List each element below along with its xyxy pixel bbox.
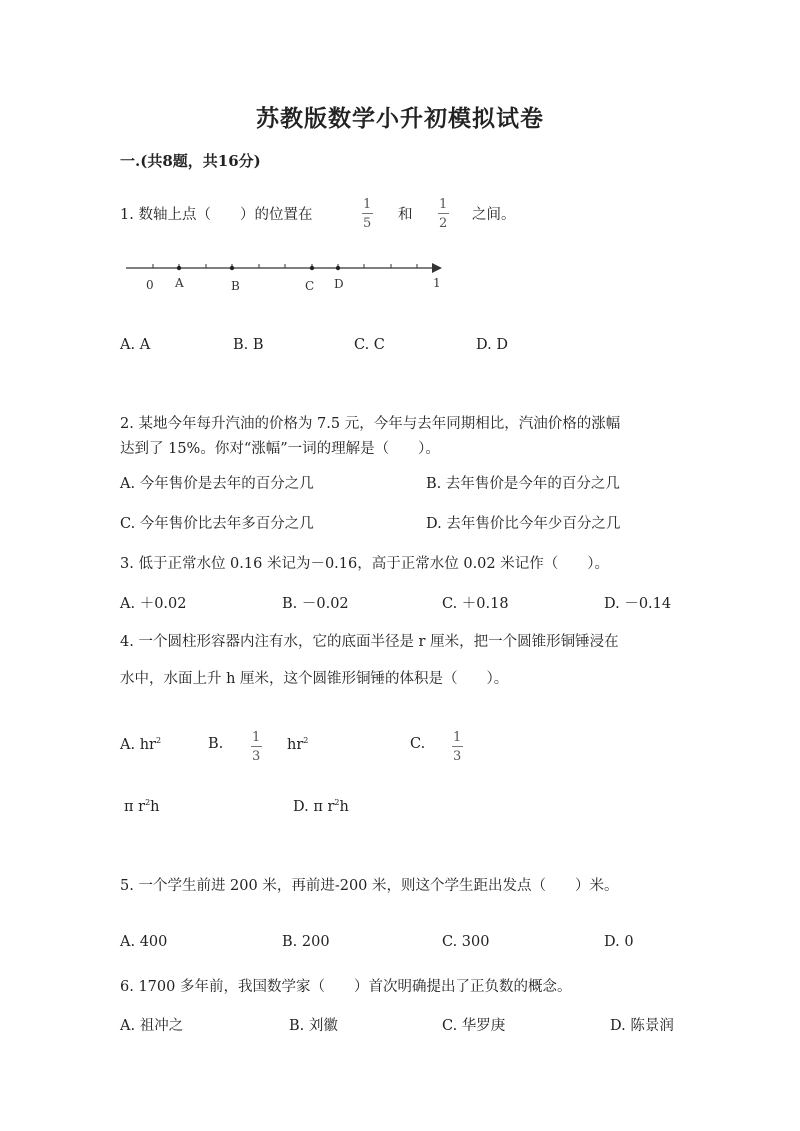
q5-option-c[interactable]: C. 300 <box>442 934 490 950</box>
q1-option-c[interactable]: C. C <box>354 337 385 353</box>
nl-label-a: A <box>175 276 184 290</box>
q3-option-b[interactable]: B. －0.02 <box>282 596 349 612</box>
q4-option-b-term <box>287 736 308 753</box>
q2-option-c[interactable]: C. 今年售价比去年多百分之几 <box>120 516 314 532</box>
q1-frac2-denominator: 2 <box>439 216 448 231</box>
q4-option-c-fraction <box>451 731 463 763</box>
q4-option-d-exponent: 2 <box>334 798 340 807</box>
q4-b-frac-denominator: 3 <box>252 749 261 764</box>
q2-text-line2: 达到了 15%。你对“涨幅”一词的理解是（ ）。 <box>120 441 440 457</box>
q1-option-a[interactable]: A. A <box>120 337 151 353</box>
q4-option-b-exponent: 2 <box>303 736 309 745</box>
q4-option-c-pi-r: π r <box>124 799 146 815</box>
q4-option-d-h: h <box>339 799 349 815</box>
q4-c-frac-numerator: 1 <box>453 730 462 745</box>
number-line <box>120 258 450 282</box>
q4-option-b-fraction <box>250 731 262 763</box>
q4-option-a-exponent: 2 <box>155 736 162 745</box>
q6-option-b[interactable]: B. 刘徽 <box>289 1018 338 1034</box>
q3-option-d[interactable]: D. －0.14 <box>604 596 672 612</box>
q4-b-frac-numerator: 1 <box>252 730 261 745</box>
q5-option-a[interactable]: A. 400 <box>120 934 168 950</box>
q2-option-b[interactable]: B. 去年售价是今年的百分之几 <box>426 476 620 492</box>
q2-option-a[interactable]: A. 今年售价是去年的百分之几 <box>120 476 314 492</box>
q4-text-line2: 水中，水面上升 h 厘米，这个圆锥形铜锤的体积是（ ）。 <box>120 671 509 687</box>
q4-option-a[interactable] <box>120 736 161 753</box>
nl-label-1: 1 <box>433 276 441 290</box>
q4-option-d-text: D. π r <box>293 799 335 815</box>
q6-option-c[interactable]: C. 华罗庚 <box>442 1018 506 1034</box>
nl-label-c: C <box>305 279 315 293</box>
q1-and: 和 <box>398 207 413 223</box>
q4-option-c-exponent: 2 <box>145 798 151 807</box>
page-title: 苏教版数学小升初模拟试卷 <box>256 105 544 132</box>
q6-text: 6. 1700 多年前，我国数学家（ ）首次明确提出了正负数的概念。 <box>120 979 572 995</box>
q4-option-a-text: A. hr <box>120 737 156 753</box>
q4-option-b-label[interactable]: B. <box>208 736 224 752</box>
q3-text: 3. 低于正常水位 0.16 米记为－0.16，高于正常水位 0.02 米记作（ ）。 <box>120 556 609 572</box>
q6-option-d[interactable]: D. 陈景润 <box>610 1018 674 1034</box>
q1-frac2-numerator: 1 <box>439 197 448 212</box>
point-c <box>310 266 314 270</box>
nl-label-b: B <box>231 279 240 293</box>
q1-tail: 之间。 <box>472 207 516 223</box>
point-b <box>230 266 234 270</box>
q3-option-c[interactable]: C. ＋0.18 <box>442 596 509 612</box>
q5-option-d[interactable]: D. 0 <box>604 934 634 950</box>
q4-text-line1: 4. 一个圆柱形容器内注有水，它的底面半径是 r 厘米，把一个圆锥形铜锤浸在 <box>120 634 619 650</box>
q3-option-a[interactable]: A. ＋0.02 <box>120 596 187 612</box>
nl-label-0: 0 <box>146 278 154 292</box>
q4-option-c-continuation <box>124 798 160 815</box>
point-d <box>336 266 340 270</box>
q1-fraction-one-fifth <box>361 198 373 230</box>
nl-label-d: D <box>334 277 344 291</box>
q4-option-d[interactable] <box>293 798 349 815</box>
q1-frac1-numerator: 1 <box>363 197 372 212</box>
q1-text: 1. 数轴上点（ ）的位置在 <box>120 207 313 223</box>
q1-option-b[interactable]: B. B <box>233 337 264 353</box>
section-heading: 一.(共8题，共16分) <box>120 152 261 170</box>
q6-option-a[interactable]: A. 祖冲之 <box>120 1018 184 1034</box>
q1-fraction-one-half <box>437 198 449 230</box>
q1-option-d[interactable]: D. D <box>476 337 508 353</box>
q2-text-line1: 2. 某地今年每升汽油的价格为 7.5 元，今年与去年同期相比，汽油价格的涨幅 <box>120 416 621 432</box>
q2-option-d[interactable]: D. 去年售价比今年少百分之几 <box>426 516 621 532</box>
number-line-arrow-icon <box>432 263 442 273</box>
q4-c-frac-denominator: 3 <box>453 749 462 764</box>
q5-option-b[interactable]: B. 200 <box>282 934 330 950</box>
q4-option-c-h: h <box>150 799 160 815</box>
q5-text: 5. 一个学生前进 200 米，再前进-200 米，则这个学生距出发点（ ）米。 <box>120 878 619 894</box>
q4-option-b-text: hr <box>287 737 304 753</box>
q1-frac1-denominator: 5 <box>363 216 372 231</box>
q4-option-c-label[interactable]: C. <box>410 736 426 752</box>
point-a <box>177 266 181 270</box>
